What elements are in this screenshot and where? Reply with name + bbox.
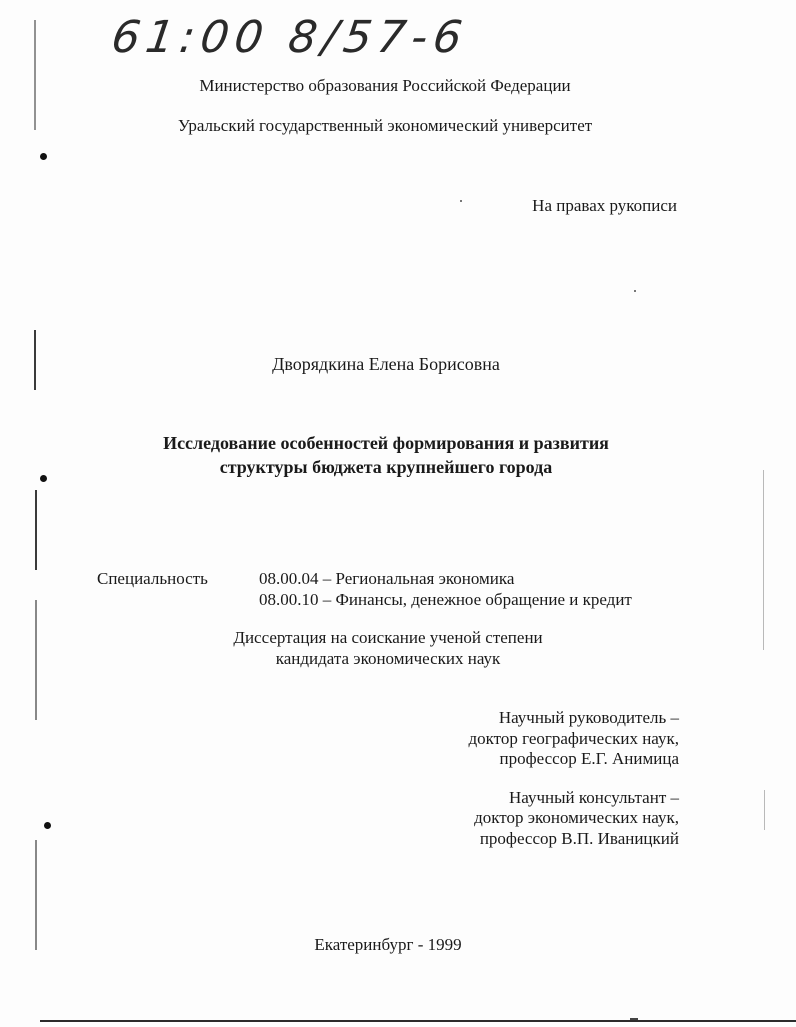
scan-bottom-edge <box>40 1020 796 1022</box>
supervisor-name: профессор Е.Г. Анимица <box>499 749 679 768</box>
city-year: Екатеринбург - 1999 <box>314 935 462 954</box>
specialty-item: 08.00.04 – Региональная экономика <box>259 569 515 588</box>
scan-margin-line <box>35 490 37 570</box>
supervisor-degree: доктор географических наук, <box>468 729 679 748</box>
dissertation-statement-line-2: кандидата экономических наук <box>275 649 501 668</box>
binder-hole-mark <box>44 822 51 829</box>
thesis-title-line-2: структуры бюджета крупнейшего города <box>219 457 553 477</box>
binder-hole-mark <box>40 153 47 160</box>
consultant-name: профессор В.П. Иваницкий <box>479 829 679 848</box>
manuscript-rights: На правах рукописи <box>532 196 677 215</box>
ministry-name: Министерство образования Российской Федерации <box>199 76 571 95</box>
thesis-title-line-1: Исследование особенностей формирования и развития <box>163 433 609 453</box>
consultant-role: Научный консультант – <box>509 788 679 807</box>
specialty-item: 08.00.10 – Финансы, денежное обращение и кредит <box>259 590 632 609</box>
scan-speck <box>460 200 462 202</box>
specialty-label: Специальность <box>97 569 208 588</box>
scan-margin-line <box>35 600 37 720</box>
scan-margin-line <box>763 470 764 650</box>
scan-margin-line <box>35 840 37 950</box>
scan-margin-line <box>764 790 765 830</box>
supervisor-role: Научный руководитель – <box>498 708 679 727</box>
university-name: Уральский государственный экономический университет <box>177 116 593 135</box>
scan-margin-line <box>34 330 36 390</box>
scan-speck <box>634 290 636 292</box>
binder-hole-mark <box>40 475 47 482</box>
author-name: Дворядкина Елена Борисовна <box>272 354 500 374</box>
handwritten-archive-code: 61:00 8/57-6 <box>108 12 472 63</box>
dissertation-statement-line-1: Диссертация на соискание ученой степени <box>233 628 543 647</box>
scan-margin-line <box>34 20 36 130</box>
consultant-degree: доктор экономических наук, <box>474 808 679 827</box>
